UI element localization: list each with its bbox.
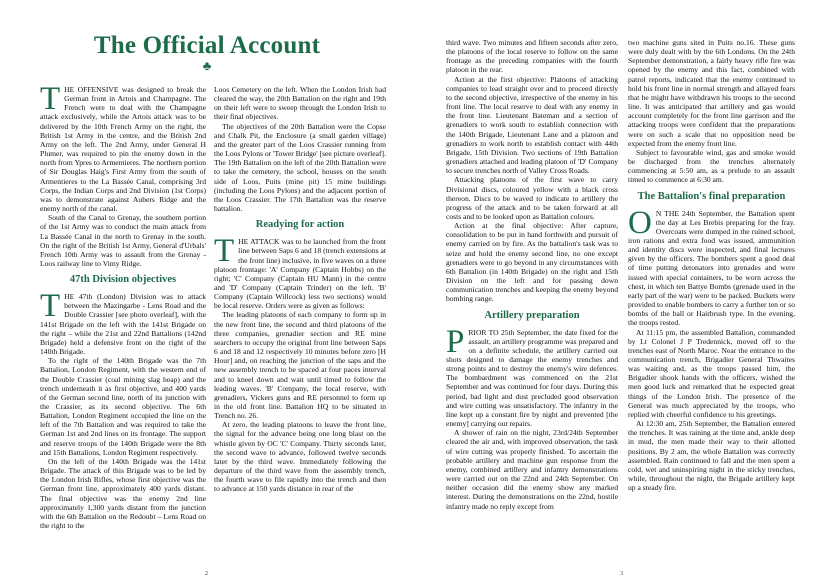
- drop-cap: P: [446, 323, 465, 360]
- paragraph: two machine guns sited in Puits no.16. These guns were duly dealt with by the 6th Londons. On the 24th September demonstration, a fairly heavy rifle fire was opened by the enemy and this fact, combined with patrol reports, indicated that the enemy continued to hold his front line in normal strength and allayed fears that he might have withdrawn his troops to the second line. It was anticipated that artillery and gas would account completely for the front line garrison and the attacking troops were confident that the preparations were on such a scale that no opposition need be expected from the enemy front line.: [628, 38, 795, 148]
- paragraph: To the right of the 140th Brigade was the 7th Battalion, London Regiment, with the western end of the Double Crassier (coal mining slag heap) and the trench underneath it as first objective, and 400 yards of the German second line, north of its junction with the Crassier, as its second objective. The 6th Battalion, London Regiment occupied the line on the left of the 7th Battalion and was required to take the German 1st and 2nd lines on its frontage. The support and reserve troops of the 140th Brigade were the 8th and 15th Battalions, London Regiment respectively.: [40, 356, 206, 457]
- paragraph-text: N THE 24th September, the Battalion spent the day at Les Brebis preparing for the fray. Overcoats were dumped in the ruined school, iron rations and extra food was issued, ammunition and identity discs were inspected, and final lectures given by the officers. The bombers spent a good deal of time putting detonators into grenades and were issued with special containers, to be worn across the chest, in which ten Battye Bombs (grenade used in the early part of the war) were to be packed. Buckets were provided to enable bombers to carry a further ten or so bombs of the ball or Hairbrush type. In the evening, the troops rested.: [628, 208, 795, 328]
- section-heading: Readying for action: [255, 219, 345, 231]
- paragraph: [446, 323, 618, 429]
- paragraph: At 11:15 pm, the assembled Battalion, commanded by Lt Colonel J P Tredennick, moved off to the trenches east of North Maroc. Near the entrance to the communication trench, Brigadier General Thwaites was waiting and, as the troops passed him, the Brigadier shook hands with the officers, wished the men good luck and remarked that he expected great things of the London Irish. The presence of the General was much appreciated by the troops, who replied with cheerful confidence to his greetings.: [628, 327, 795, 419]
- section-heading: The Battalion's final preparation: [637, 190, 786, 202]
- paragraph: Action at the first objective: Platoons of attacking companies to lead straight over and to proceed directly to the second objective, irrespective of the enemy in his front line. The local reserve to deal with any enemy in the front line. Lieutenant Bateman and a section of grenadiers to work south to establish connection with the 140th Brigade, Lieutenant Lane and a platoon and grenadiers to work north to establish contact with 44th Brigade, 15th Division. Two sections of 19th Battalion grenadiers attached and leading platoon of 'D' Company to secure trenches north of Valley Cross Roads.: [446, 74, 618, 176]
- paragraph-text: HE ATTACK was to be launched from the front line between Saps 6 and 18 (trench extensions at the front line) inclusive, in five waves on a three platoon frontage: 'A' Company (Captain Hobbs) on the right; 'C' Company (Captain HU Mann) in the centre and 'D' Company (Captain Trinder) on the left. 'B' Company (Captain Willcock) less two sections) would be local reserve. Orders were as given as follows:: [214, 237, 386, 311]
- page-number-left: 2: [205, 571, 208, 577]
- paragraph: [214, 233, 386, 311]
- paragraph: Subject to favourable wind, gas and smoke would be discharged from the trenches alternately commencing at 5:50 am, as a prelude to an assault timed to commence at 6:30 am.: [628, 147, 795, 185]
- page-number-right: 3: [620, 571, 623, 577]
- paragraph: Attacking platoons of the first wave to carry Divisional discs, coloured yellow with a black cross thereon. Discs to be waved to indicate to artillery the progress of the attack and to be taken forward at all costs and to be looked upon as Battalion colours.: [446, 175, 618, 221]
- paragraph-text: HE OFFENSIVE was designed to break the German front in Artois and Champagne. The French were to deal with the Champagne attack exclusively, while the Artois attack was to be delivered by the 10th French Army on the right, the British 1st Army in the centre, and the British 2nd Army on the left. The 2nd Army, under General H Plumer, was required to pin the enemy down in the north from Ypres to Armentieres. The northern portion of Sir Douglas Haig's First Army from the south of Armentieres to the La Bassée Canal, comprising 3rd Corps, the Indian Corps and 2nd Division (1st Corps) was to demonstrate against Aubers Ridge and the enemy north of the canal.: [40, 85, 206, 214]
- paragraph: A shower of rain on the night, 23rd/24th September cleared the air and, with improved observation, the task of wire cutting was properly finished. To ascertain the probable artillery and machine gun response from the enemy, combined artillery and infantry demonstrations were carried out on the 22nd and 24th September. On neither occasion did the enemy show any marked interest. During the demonstrations on the 22nd, hostile infantry made no reply except from: [446, 428, 618, 511]
- drop-cap: T: [40, 81, 61, 117]
- column-3: [446, 38, 618, 511]
- paragraph: On the left of the 140th Brigade was the 141st Brigade. The attack of this Brigade was to be led by the London Irish Rifles, whose first objective was the German front line, approximately 400 yards distant. The final objective was the enemy 2nd line approximately 1,300 yards distant from the junction with the 6th Battalion on the Redoubt – Lens Road on the right to the: [40, 456, 206, 531]
- page-title: The Official Account: [93, 32, 321, 59]
- paragraph: Loos Cemetery on the left. When the London Irish had cleared the way, the 20th Battalion on the right and 19th on their left were to sweep through the London Irish to their final objectives.: [214, 85, 386, 122]
- paragraph: The leading platoons of each company to form up in the new front line, the second and third platoons of the three companies, grenadier section and RE mine searchers to occupy the original front line between Saps 6 and 18 and 12 respectively 10 minutes before zero [H Hour] and, on reaching the junction of the saps and the new assembly trench to be spaced at four paces interval and to kneel down and wait until timed to follow the leading waves. 'B' Company, the local reserve, with grenadiers, Vickers guns and RE personnel to form up in the old front line. Battalion HQ to be situated in Trench no. 26.: [214, 310, 386, 421]
- paragraph-text: HE 47th (London) Division was to attack between the Mazingarbe - Lens Road and the Double Crassier [see photo overleaf], with the 141st Brigade on the left with the 141st Brigade on the right – while the 21st and 22nd Battalions (142nd Brigade) held a defensive front on the right of the 140th Brigade.: [40, 292, 206, 357]
- paragraph: Action at the final objective: After capture, consolidation to be put in hand forthwith and pursuit of enemy carried on by fire. As the battalion's task was to seize and hold the enemy second line, no one except grenadiers were to go beyond in any circumstances with 6th Battalion (in 140th Brigade) on the right and 15th Division on the left and for passing down communication trenches and keeping the enemy beyond bombing range.: [446, 221, 618, 304]
- column-2: [214, 85, 386, 494]
- drop-cap: T: [40, 288, 61, 325]
- paragraph: [40, 288, 206, 357]
- drop-cap: O: [628, 204, 652, 241]
- drop-cap: T: [214, 233, 235, 270]
- paragraph: [40, 81, 206, 214]
- paragraph-text: RIOR TO 25th September, the date fixed for the assault, an artillery programme was prepared and on a definite schedule, the artillery carried out shots designed to damage the enemy trenches and strong points and to destroy the enemy's wire defences. The bombardment was commenced on the 21st September and was continued for four days. During this period, bad light and dust precluded good observation and wire cutting was unsatisfactory. The infantry in the line kept up a constant fire by night and prevented [the enemy] carrying out repairs.: [446, 327, 618, 429]
- club-ornament-icon: ♣: [202, 58, 212, 73]
- section-heading: Artillery preparation: [484, 309, 580, 321]
- paragraph: third wave. Two minutes and fifteen seconds after zero, the platoons of the local reserve to follow on the same frontage as the preceding companies with the fourth platoon in the rear.: [446, 38, 618, 75]
- paragraph: At 12:30 am, 25th September, the Battalion entered the trenches. It was raining at the time and, ankle deep in mud, the men made their way to their allotted positions. By 2 am, the whole Battalion was correctly assembled. Rain continued to fall and the men spent a cold, wet and uninspiring night in the sticky trenches, while, throughout the night, the Brigade artillery kept up a steady fire.: [628, 419, 795, 493]
- column-1: [40, 81, 206, 531]
- section-heading: 47th Division objectives: [69, 274, 177, 286]
- paragraph: At zero, the leading platoons to leave the front line, the signal for the advance being one long blast on the whistle given by OC 'C' Company. Thirty seconds later, the second wave to advance, followed twelve seconds later by the third wave. Immediately following the departure of the third wave from the assembly trench, the fourth wave to file rapidly into the trench and then to advance at 150 yards distance in rear of the: [214, 420, 386, 494]
- paragraph: South of the Canal to Grenay, the southern portion of the 1st Army was to conduct the main attack from La Bassée Canal in the north to Grenay in the south. On the right of the British 1st Army, General d'Urbals' French 10th Army was to assault from the Grenay - Loos railway line to Vimy Ridge.: [40, 213, 206, 268]
- column-4: [628, 38, 795, 492]
- paragraph: [628, 204, 795, 328]
- paragraph: The objectives of the 20th Battalion were the Copse and Chalk Pit, the Enclosure (a small garden village) and the greater part of the Loos Crassier running from the Loos Pylons or 'Tower Bridge' [see picture overleaf]. The 19th Battalion on the left of the 20th Battalion were to take the cemetery, the school, houses on the south side of Loos, Puits (mine pit) 15 mine buildings (including the Loos Pylons) and the adjacent portion of the Loos Crassier. The 17th Battalion was the reserve battalion.: [214, 121, 386, 214]
